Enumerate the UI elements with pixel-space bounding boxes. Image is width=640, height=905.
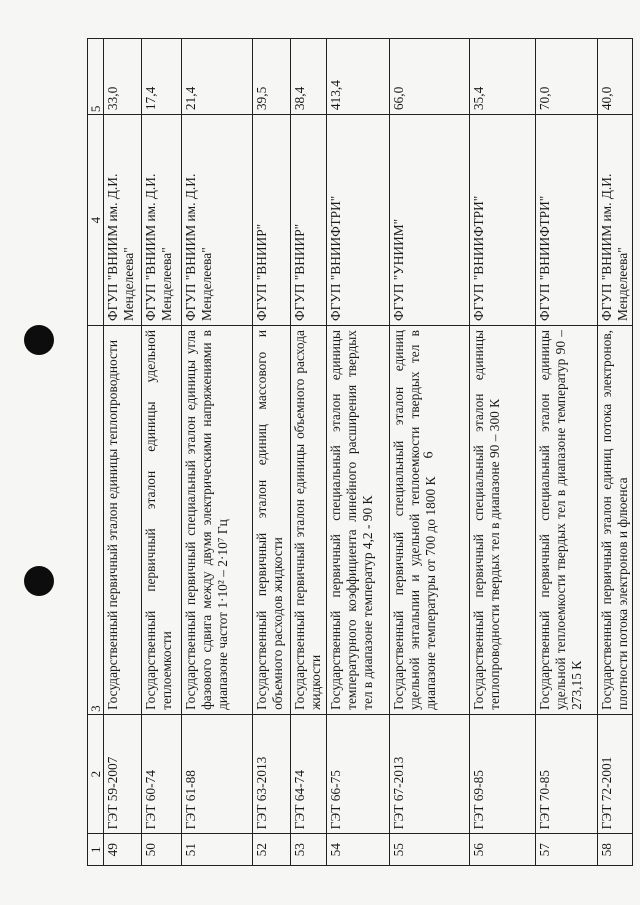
table-row xyxy=(104,39,142,866)
header-col-3: 3 xyxy=(88,326,104,715)
row-code: ГЭТ 69-85 xyxy=(470,714,536,833)
row-code: ГЭТ 63-2013 xyxy=(253,714,291,833)
row-value: 33,0 xyxy=(104,39,142,115)
punch-hole-bottom xyxy=(24,566,54,596)
row-value: 38,4 xyxy=(291,39,327,115)
row-code: ГЭТ 60-74 xyxy=(142,714,182,833)
header-col-2: 2 xyxy=(88,714,104,833)
table-rotated-container xyxy=(87,38,631,866)
row-number: 51 xyxy=(182,834,253,866)
row-description: Государственный первичный эталон единицы объемного расхода жидкости xyxy=(291,326,327,715)
row-description: Государственный первичный специальный эталон единицы удельной теплоемкости твердых тел в диапазоне температур 90 – 273,15 К xyxy=(536,326,598,715)
row-description: Государственный первичный эталон единицы теплопроводности xyxy=(104,326,142,715)
row-description: Государственный первичный эталон единицы удельной теплоемкости xyxy=(142,326,182,715)
row-description: Государственный первичный специальный эталон единицы температурного коэффициента линейного расширения твердых тел в диапазоне температур 4,2 - 90 К xyxy=(327,326,390,715)
row-organization: ФГУП "УНИИМ" xyxy=(390,115,470,326)
row-organization: ФГУП "ВНИИР" xyxy=(291,115,327,326)
row-code: ГЭТ 61-88 xyxy=(182,714,253,833)
table-row xyxy=(327,39,390,866)
row-number: 54 xyxy=(327,834,390,866)
row-number: 52 xyxy=(253,834,291,866)
row-organization: ФГУП "ВНИИМ им. Д.И. Менделеева" xyxy=(598,115,633,326)
row-code: ГЭТ 59-2007 xyxy=(104,714,142,833)
punch-hole-top xyxy=(24,325,54,355)
row-organization: ФГУП "ВНИИМ им. Д.И. Менделеева" xyxy=(104,115,142,326)
row-value: 66,0 xyxy=(390,39,470,115)
row-value: 35,4 xyxy=(470,39,536,115)
row-description: Государственный первичный специальный эталон единицы угла фазового сдвига между двумя электрическими напряжениями в диапазоне частот 1·10² – 2·10⁷ Гц xyxy=(182,326,253,715)
row-description: Государственный первичный специальный эталон единицы теплопроводности твердых тел в диапазоне 90 – 300 К xyxy=(470,326,536,715)
table-row xyxy=(182,39,253,866)
row-value: 39,5 xyxy=(253,39,291,115)
table-row xyxy=(598,39,633,866)
row-value: 17,4 xyxy=(142,39,182,115)
table-row xyxy=(390,39,470,866)
row-organization: ФГУП "ВНИИФТРИ" xyxy=(327,115,390,326)
table-row xyxy=(470,39,536,866)
row-value: 40,0 xyxy=(598,39,633,115)
row-number: 49 xyxy=(104,834,142,866)
header-col-4: 4 xyxy=(88,115,104,326)
page-number: 6 xyxy=(421,451,437,459)
header-col-5: 5 xyxy=(88,39,104,115)
table-row xyxy=(536,39,598,866)
row-description: Государственный первичный эталон единиц потока электронов, плотности потока электронов и флюенса xyxy=(598,326,633,715)
row-description: Государственный первичный специальный эталон единиц удельной энтальпии и удельной теплоемкости твердых тел в диапазоне температуры от 700 до 1800 К xyxy=(390,326,470,715)
header-col-1: 1 xyxy=(88,834,104,866)
row-number: 56 xyxy=(470,834,536,866)
row-code: ГЭТ 66-75 xyxy=(327,714,390,833)
row-value: 21,4 xyxy=(182,39,253,115)
row-organization: ФГУП "ВНИИМ им. Д.И. Менделеева" xyxy=(142,115,182,326)
row-code: ГЭТ 67-2013 xyxy=(390,714,470,833)
row-organization: ФГУП "ВНИИФТРИ" xyxy=(536,115,598,326)
row-number: 57 xyxy=(536,834,598,866)
table-row xyxy=(291,39,327,866)
row-organization: ФГУП "ВНИИМ им. Д.И. Менделеева" xyxy=(182,115,253,326)
row-number: 55 xyxy=(390,834,470,866)
etalon-table xyxy=(87,38,633,866)
row-number: 58 xyxy=(598,834,633,866)
row-organization: ФГУП "ВНИИР" xyxy=(253,115,291,326)
row-number: 53 xyxy=(291,834,327,866)
row-value: 413,4 xyxy=(327,39,390,115)
row-code: ГЭТ 70-85 xyxy=(536,714,598,833)
table-row xyxy=(142,39,182,866)
row-code: ГЭТ 72-2001 xyxy=(598,714,633,833)
row-description: Государственный первичный эталон единиц массового и объемного расходов жидкости xyxy=(253,326,291,715)
table-row xyxy=(253,39,291,866)
row-number: 50 xyxy=(142,834,182,866)
row-organization: ФГУП "ВНИИФТРИ" xyxy=(470,115,536,326)
row-code: ГЭТ 64-74 xyxy=(291,714,327,833)
table-header-row xyxy=(88,39,104,866)
row-value: 70,0 xyxy=(536,39,598,115)
